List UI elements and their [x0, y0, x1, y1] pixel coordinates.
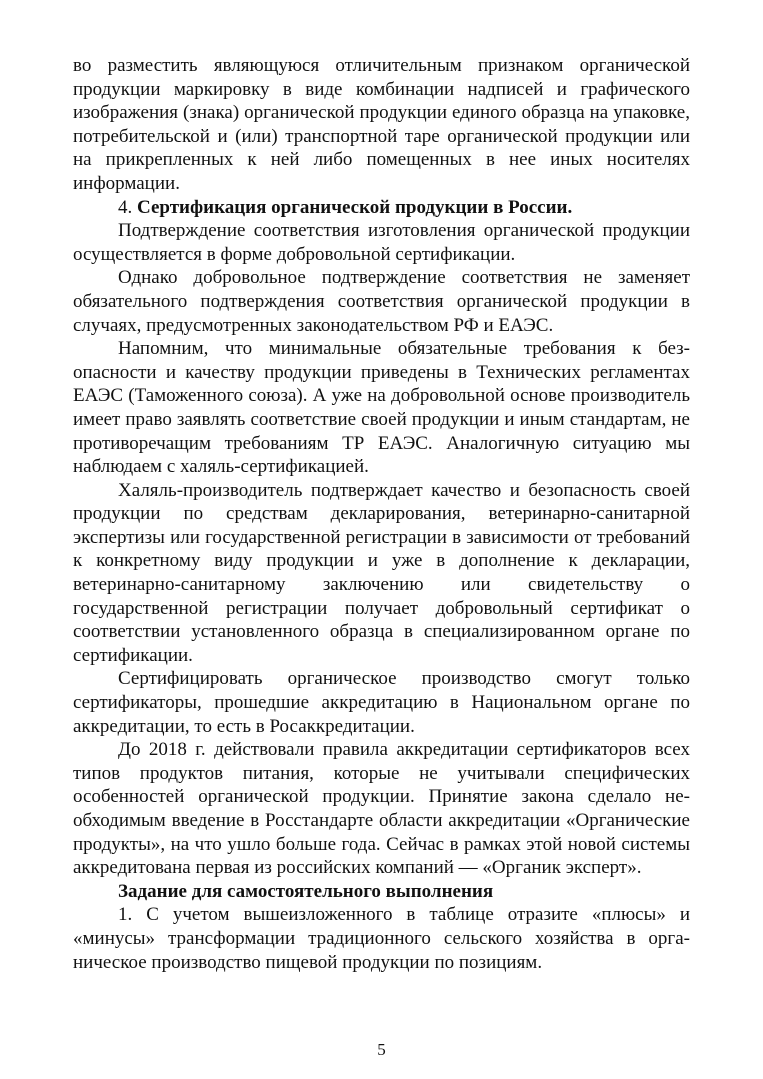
task-heading: Задание для самостоятельного выполнения	[118, 880, 494, 902]
paragraph: До 2018 г. действовали правила аккредитации сертификаторов всех типов продуктов питания, которые не учитывали специфических особенностей органической продукции. Принятие закона сделало необходимым введение в Росстандарте области аккредитации «Органические продукты», на что ушло больше года. Сейчас в рамках этой новой системы аккредитована первая из российских компаний — «Органик эксперт».	[73, 739, 690, 879]
paragraph: Сертифицировать органическое производство смогут только сертификаторы, прошедшие аккредитацию в Национальном органе по аккредитации, то есть в Росаккредитации.	[73, 668, 690, 737]
section-number: 4.	[118, 196, 133, 218]
paragraph: Однако добровольное подтверждение соответствия не заменяет обязательного подтверждения соответствия органической продукции в случаях, предусмотренных законодательством РФ и ЕАЭС.	[73, 267, 690, 336]
paragraph: Подтверждение соответствия изготовления органической продукции осуществляется в форме добровольной сертификации.	[73, 220, 690, 265]
task-item: 1. С учетом вышеизложенного в таблице отразите «плюсы» и «минусы» трансформации традиционного сельского хозяйства в органическое производство пищевой продукции по позициям.	[73, 904, 690, 973]
document-page	[73, 54, 690, 974]
section-heading	[73, 196, 690, 220]
paragraph-continuation: во разместить являющуюся отличительным признаком органической продукции маркировку в виде комбинации надписей и графического изображения (знака) органической продукции единого образца на упаковке, потребительской и (или) транспортной таре органической продукции или на прикрепленных к ней либо помещенных в нее иных носителях информации.	[73, 55, 690, 194]
section-title: Сертификация органической продукции в России.	[137, 196, 573, 218]
page-number: 5	[377, 1040, 386, 1059]
paragraph: Халяль-производитель подтверждает качество и безопасность своей продукции по средствам декларирования, ветеринарно-санитарной экспертизы или государственной регистрации в зависимости от требований к конкретному виду продукции и уже в дополнение к декларации, ветеринарно-санитарному заключению или свидетельству о государственной регистрации получает добровольный сертификат о соответствии установленного образца в специализированном органе по сертификации.	[73, 479, 690, 666]
paragraph: Напомним, что минимальные обязательные требования к безопасности и качеству продукции приведены в Технических регламентах ЕАЭС (Таможенного союза). А уже на добровольной основе производитель имеет право заявлять соответствие своей продукции и иным стандартам, не противоречащим требованиям ТР ЕАЭС. Аналогичную ситуацию мы наблюдаем с халяль-сертификацией.	[73, 338, 690, 478]
